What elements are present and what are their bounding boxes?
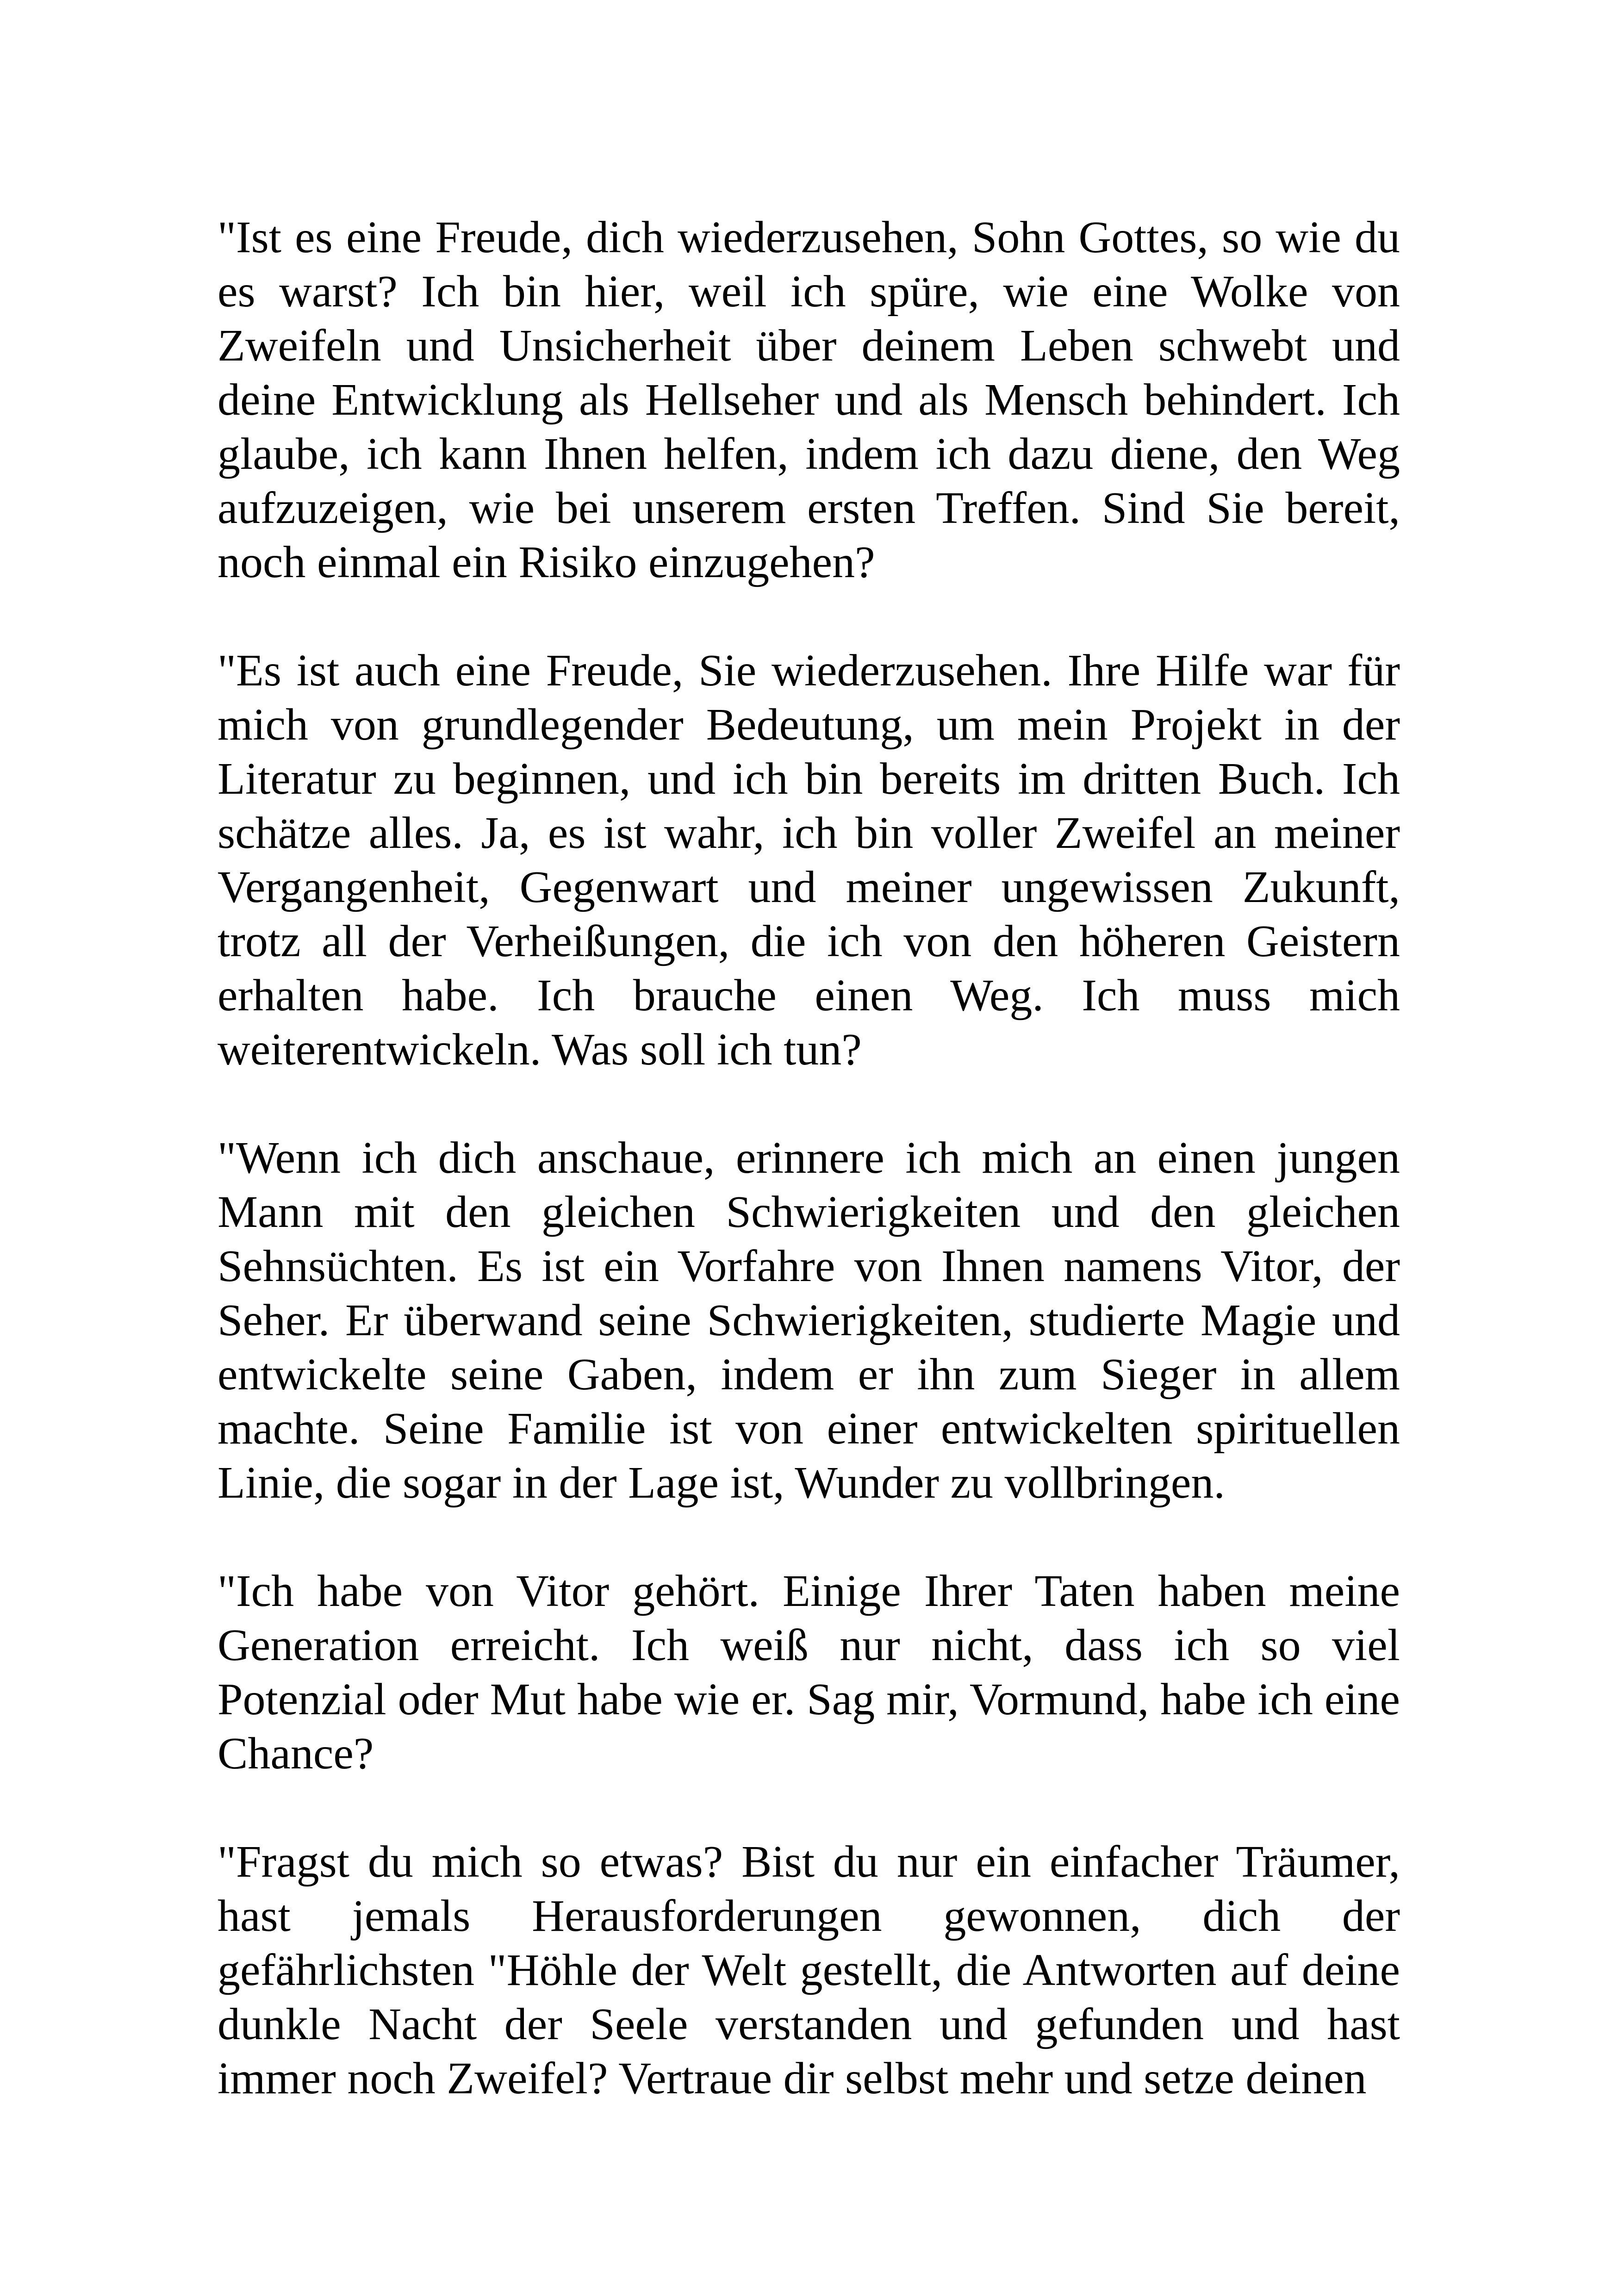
paragraph-2: "Es ist auch eine Freude, Sie wiederzusehen. Ihre Hilfe war für mich von grundlegender Bedeutung, um mein Projekt in der Literatur zu beginnen, und ich bin bereits im dritten Buch. Ich schätze alles. Ja, es ist wahr, ich bin voller Zweifel an meiner Vergangenheit, Gegenwart und meiner ungewissen Zukunft, trotz all der Verheißungen, die ich von den höheren Geistern erhalten habe. Ich brauche einen Weg. Ich muss mich weiterentwickeln. Was soll ich tun? [218,646,1400,1075]
body-text [218,211,1400,2106]
paragraph-5: "Fragst du mich so etwas? Bist du nur ein einfacher Träumer, hast jemals Herausforderungen gewonnen, dich der gefährlichsten "Höhle der Welt gestellt, die Antworten auf deine dunkle Nacht der Seele verstanden und gefunden und hast immer noch Zweifel? Vertraue dir selbst mehr und setze deinen [218,1837,1400,2103]
paragraph-1: "Ist es eine Freude, dich wiederzusehen, Sohn Gottes, so wie du es warst? Ich bin hier, weil ich spüre, wie eine Wolke von Zweifeln und Unsicherheit über deinem Leben schwebt und deine Entwicklung als Hellseher und als Mensch behindert. Ich glaube, ich kann Ihnen helfen, indem ich dazu diene, den Weg aufzuzeigen, wie bei unserem ersten Treffen. Sind Sie bereit, noch einmal ein Risiko einzugehen? [218,212,1400,587]
paragraph-3: "Wenn ich dich anschaue, erinnere ich mich an einen jungen Mann mit den gleichen Schwierigkeiten und den gleichen Sehnsüchten. Es ist ein Vorfahre von Ihnen namens Vitor, der Seher. Er überwand seine Schwierigkeiten, studierte Magie und entwickelte seine Gaben, indem er ihn zum Sieger in allem machte. Seine Familie ist von einer entwickelten spirituellen Linie, die sogar in der Lage ist, Wunder zu vollbringen. [218,1133,1400,1508]
paragraph-4: "Ich habe von Vitor gehört. Einige Ihrer Taten haben meine Generation erreicht. Ich weiß nur nicht, dass ich so viel Potenzial oder Mut habe wie er. Sag mir, Vormund, habe ich eine Chance? [218,1566,1400,1779]
